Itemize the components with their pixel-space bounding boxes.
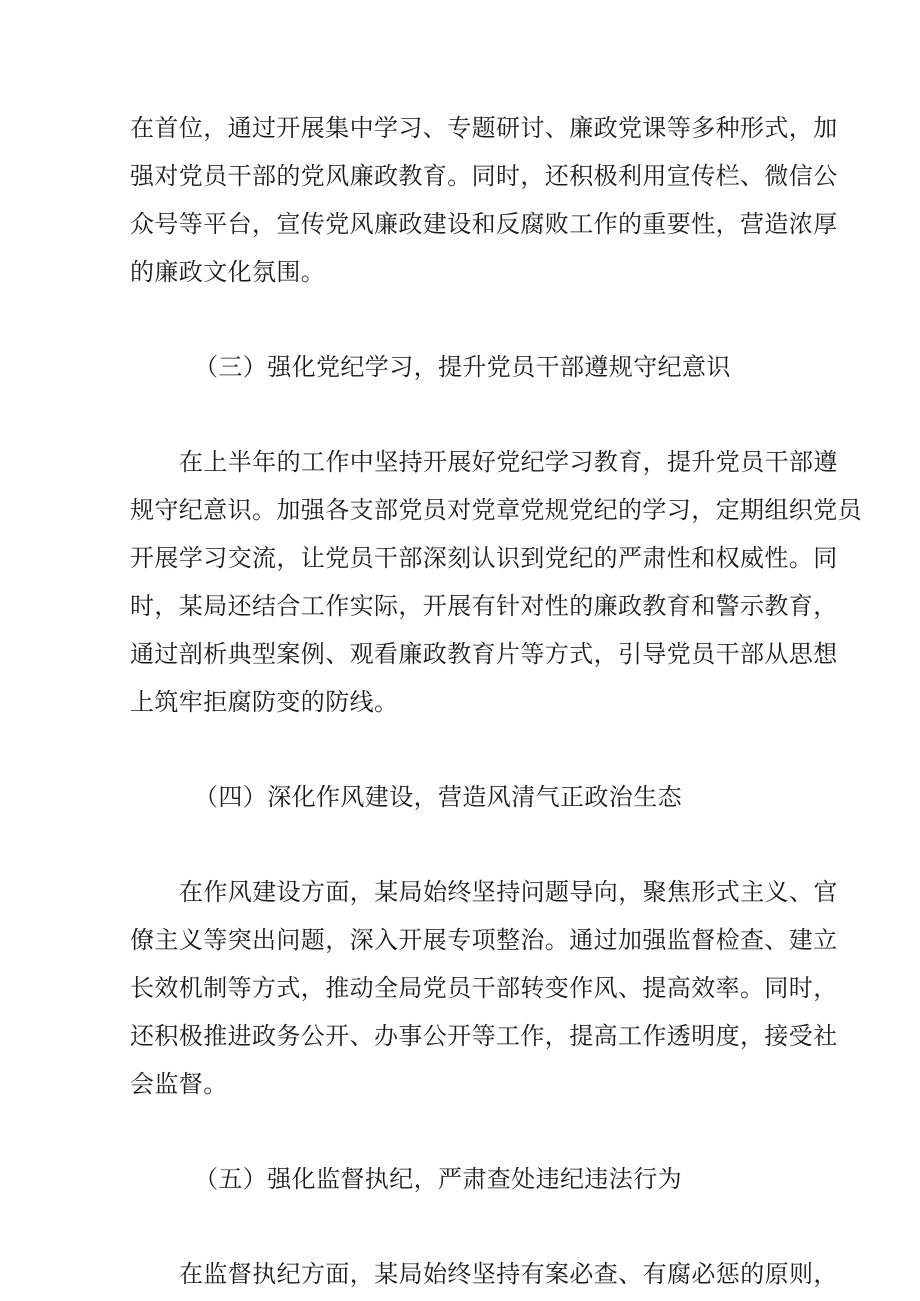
section-heading-4: （四）深化作风建设，营造风清气正政治生态 [194, 783, 682, 811]
section-heading-5: （五）强化监督执纪，严肃查处违纪违法行为 [194, 1165, 682, 1193]
text-line: 时，某局还结合工作实际，开展有针对性的廉政教育和警示教育， [130, 592, 838, 620]
paragraph-supervision [130, 1250, 838, 1298]
paragraph-work-style [130, 868, 838, 1108]
paragraph-discipline-study [130, 438, 862, 726]
text-line: 的廉政文化氛围。 [130, 258, 326, 286]
text-line: 在上半年的工作中坚持开展好党纪学习教育，提升党员干部遵 [179, 448, 838, 476]
text-line: 通过剖析典型案例、观看廉政教育片等方式，引导党员干部从思想 [130, 640, 838, 668]
text-line: 还积极推进政务公开、办事公开等工作，提高工作透明度，接受社 [130, 1022, 838, 1050]
text-line: 规守纪意识。加强各支部党员对党章党规党纪的学习，定期组织党员 [130, 496, 862, 524]
text-line: 僚主义等突出问题，深入开展专项整治。通过加强监督检查、建立 [130, 926, 838, 954]
text-line: 会监督。 [130, 1070, 228, 1098]
text-line: 众号等平台，宣传党风廉政建设和反腐败工作的重要性，营造浓厚 [130, 210, 838, 238]
paragraph-education [130, 104, 838, 296]
text-line: 上筑牢拒腐防变的防线。 [130, 688, 399, 716]
text-line: 开展学习交流，让党员干部深刻认识到党纪的严肃性和权威性。同 [130, 544, 838, 572]
section-heading-3: （三）强化党纪学习，提升党员干部遵规守纪意识 [194, 353, 731, 381]
text-line: 在作风建设方面，某局始终坚持问题导向，聚焦形式主义、官 [179, 878, 838, 906]
text-line: 在首位，通过开展集中学习、专题研讨、廉政党课等多种形式，加 [130, 114, 838, 142]
document-page [130, 104, 862, 1298]
text-line: 在监督执纪方面，某局始终坚持有案必查、有腐必惩的原则， [179, 1260, 838, 1288]
text-line: 强对党员干部的党风廉政教育。同时，还积极利用宣传栏、微信公 [130, 162, 838, 190]
text-line: 长效机制等方式，推动全局党员干部转变作风、提高效率。同时， [130, 974, 838, 1002]
